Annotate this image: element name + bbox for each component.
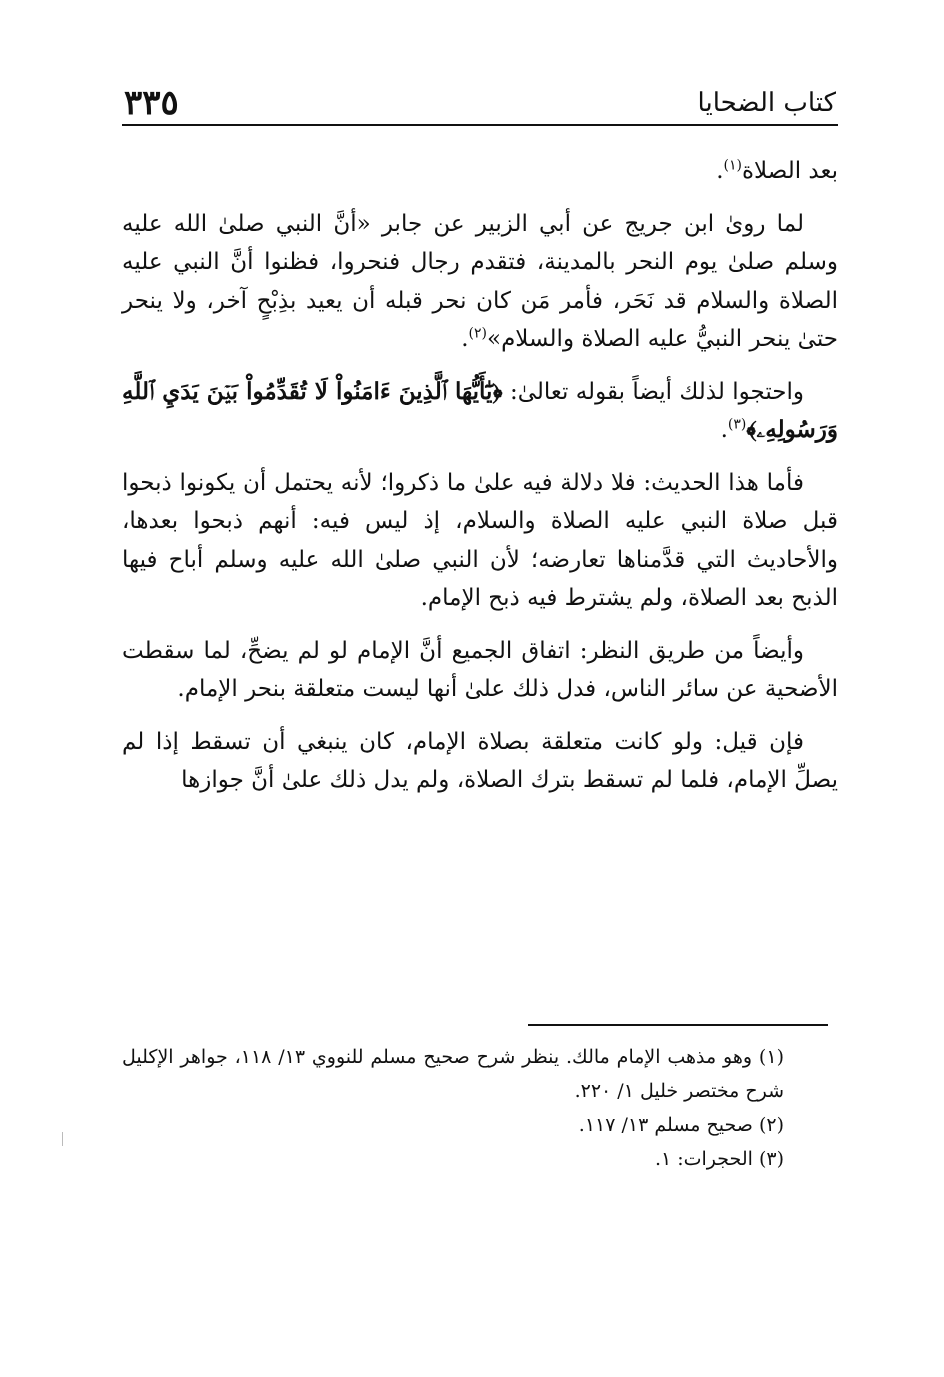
footnotes (122, 1040, 838, 1176)
footnote-2-number: (٢) (758, 1114, 784, 1136)
header-rule (122, 124, 838, 126)
page-number: ٣٣٥ (124, 83, 179, 123)
paragraph-5 (122, 632, 838, 709)
footnote-2 (122, 1108, 838, 1142)
paragraph-3-text: واحتجوا لذلك أيضاً بقوله تعالىٰ: (502, 378, 804, 405)
paragraph-2-text: لما رویٰ ابن جريج عن أبي الزبير عن جابر «أنَّ النبي صلىٰ الله عليه وسلم صلىٰ يوم النحر بالمدينة، فتقدم رجال فنحروا، فظنوا أنَّ النبي عليه الصلاة والسلام قد نَحَر، فأمر مَن كان نحر قبله أن يعيد بذِبْحٍ آخر، ولا ينحر حتىٰ ينحر النبيُّ عليه الصلاة والسلام» (122, 210, 838, 352)
paragraph-1-end: . (716, 158, 724, 184)
footnote-3-number: (٣) (758, 1148, 784, 1170)
main-text (122, 152, 838, 814)
footnote-1-text: وهو مذهب الإمام مالك. ينظر شرح صحيح مسلم للنووي ١٣/ ١١٨، جواهر الإكليل شرح مختصر خليل ١/ ٢٢٠. (122, 1046, 784, 1102)
paragraph-6 (122, 723, 838, 800)
footnote-3 (122, 1142, 838, 1176)
footnote-ref-1: (١) (723, 157, 742, 174)
page-header (124, 82, 836, 122)
footnote-1 (122, 1040, 838, 1108)
running-title: كتاب الضحايا (697, 88, 836, 118)
footnote-separator (528, 1024, 828, 1026)
paragraph-5-text: وأيضاً من طريق النظر: اتفاق الجميع أنَّ الإمام لو لم يضحِّ، لما سقطت الأضحية عن سائر الناس، فدل ذلك علىٰ أنها ليست متعلقة بنحر الإمام. (122, 637, 838, 702)
paragraph-6-text: فإن قيل: ولو كانت متعلقة بصلاة الإمام، كان ينبغي أن تسقط إذا لم يصلِّ الإمام، فلما لم تسقط بترك الصلاة، ولم يدل ذلك علىٰ أنَّ جوازها (122, 728, 838, 793)
footnote-ref-3: (٣) (727, 416, 747, 433)
scan-mark (62, 1132, 63, 1146)
quran-verse: ﴿يَٰٓأَيُّهَا ٱلَّذِينَ ءَامَنُواْ لَا تُقَدِّمُواْ بَيۡنَ يَدَيِ ٱللَّهِ وَرَسُولِهِۦ﴾ (122, 377, 838, 443)
paragraph-4 (122, 464, 838, 618)
paragraph-2-end: . (461, 326, 469, 352)
footnote-3-text: الحجرات: ١. (654, 1148, 753, 1170)
paragraph-1-text: بعد الصلاة (742, 158, 838, 184)
paragraph-4-text: فأما هذا الحديث: فلا دلالة فيه علىٰ ما ذكروا؛ لأنه يحتمل أن يكونوا ذبحوا قبل صلاة النبي عليه الصلاة والسلام، إذ ليس فيه: أنهم ذبحوا بعدها، والأحاديث التي قدَّمناها تعارضه؛ لأن النبي صلىٰ الله عليه وسلم أباح فيها الذبح بعد الصلاة، ولم يشترط فيه ذبح الإمام. (122, 469, 838, 611)
footnote-1-number: (١) (758, 1046, 784, 1068)
paragraph-3 (122, 373, 838, 450)
paragraph-3-end: . (720, 417, 728, 443)
footnote-ref-2: (٢) (468, 325, 487, 342)
footnote-2-text: صحيح مسلم ١٣/ ١١٧. (578, 1114, 753, 1136)
paragraph-1 (122, 152, 838, 191)
paragraph-2 (122, 205, 838, 359)
